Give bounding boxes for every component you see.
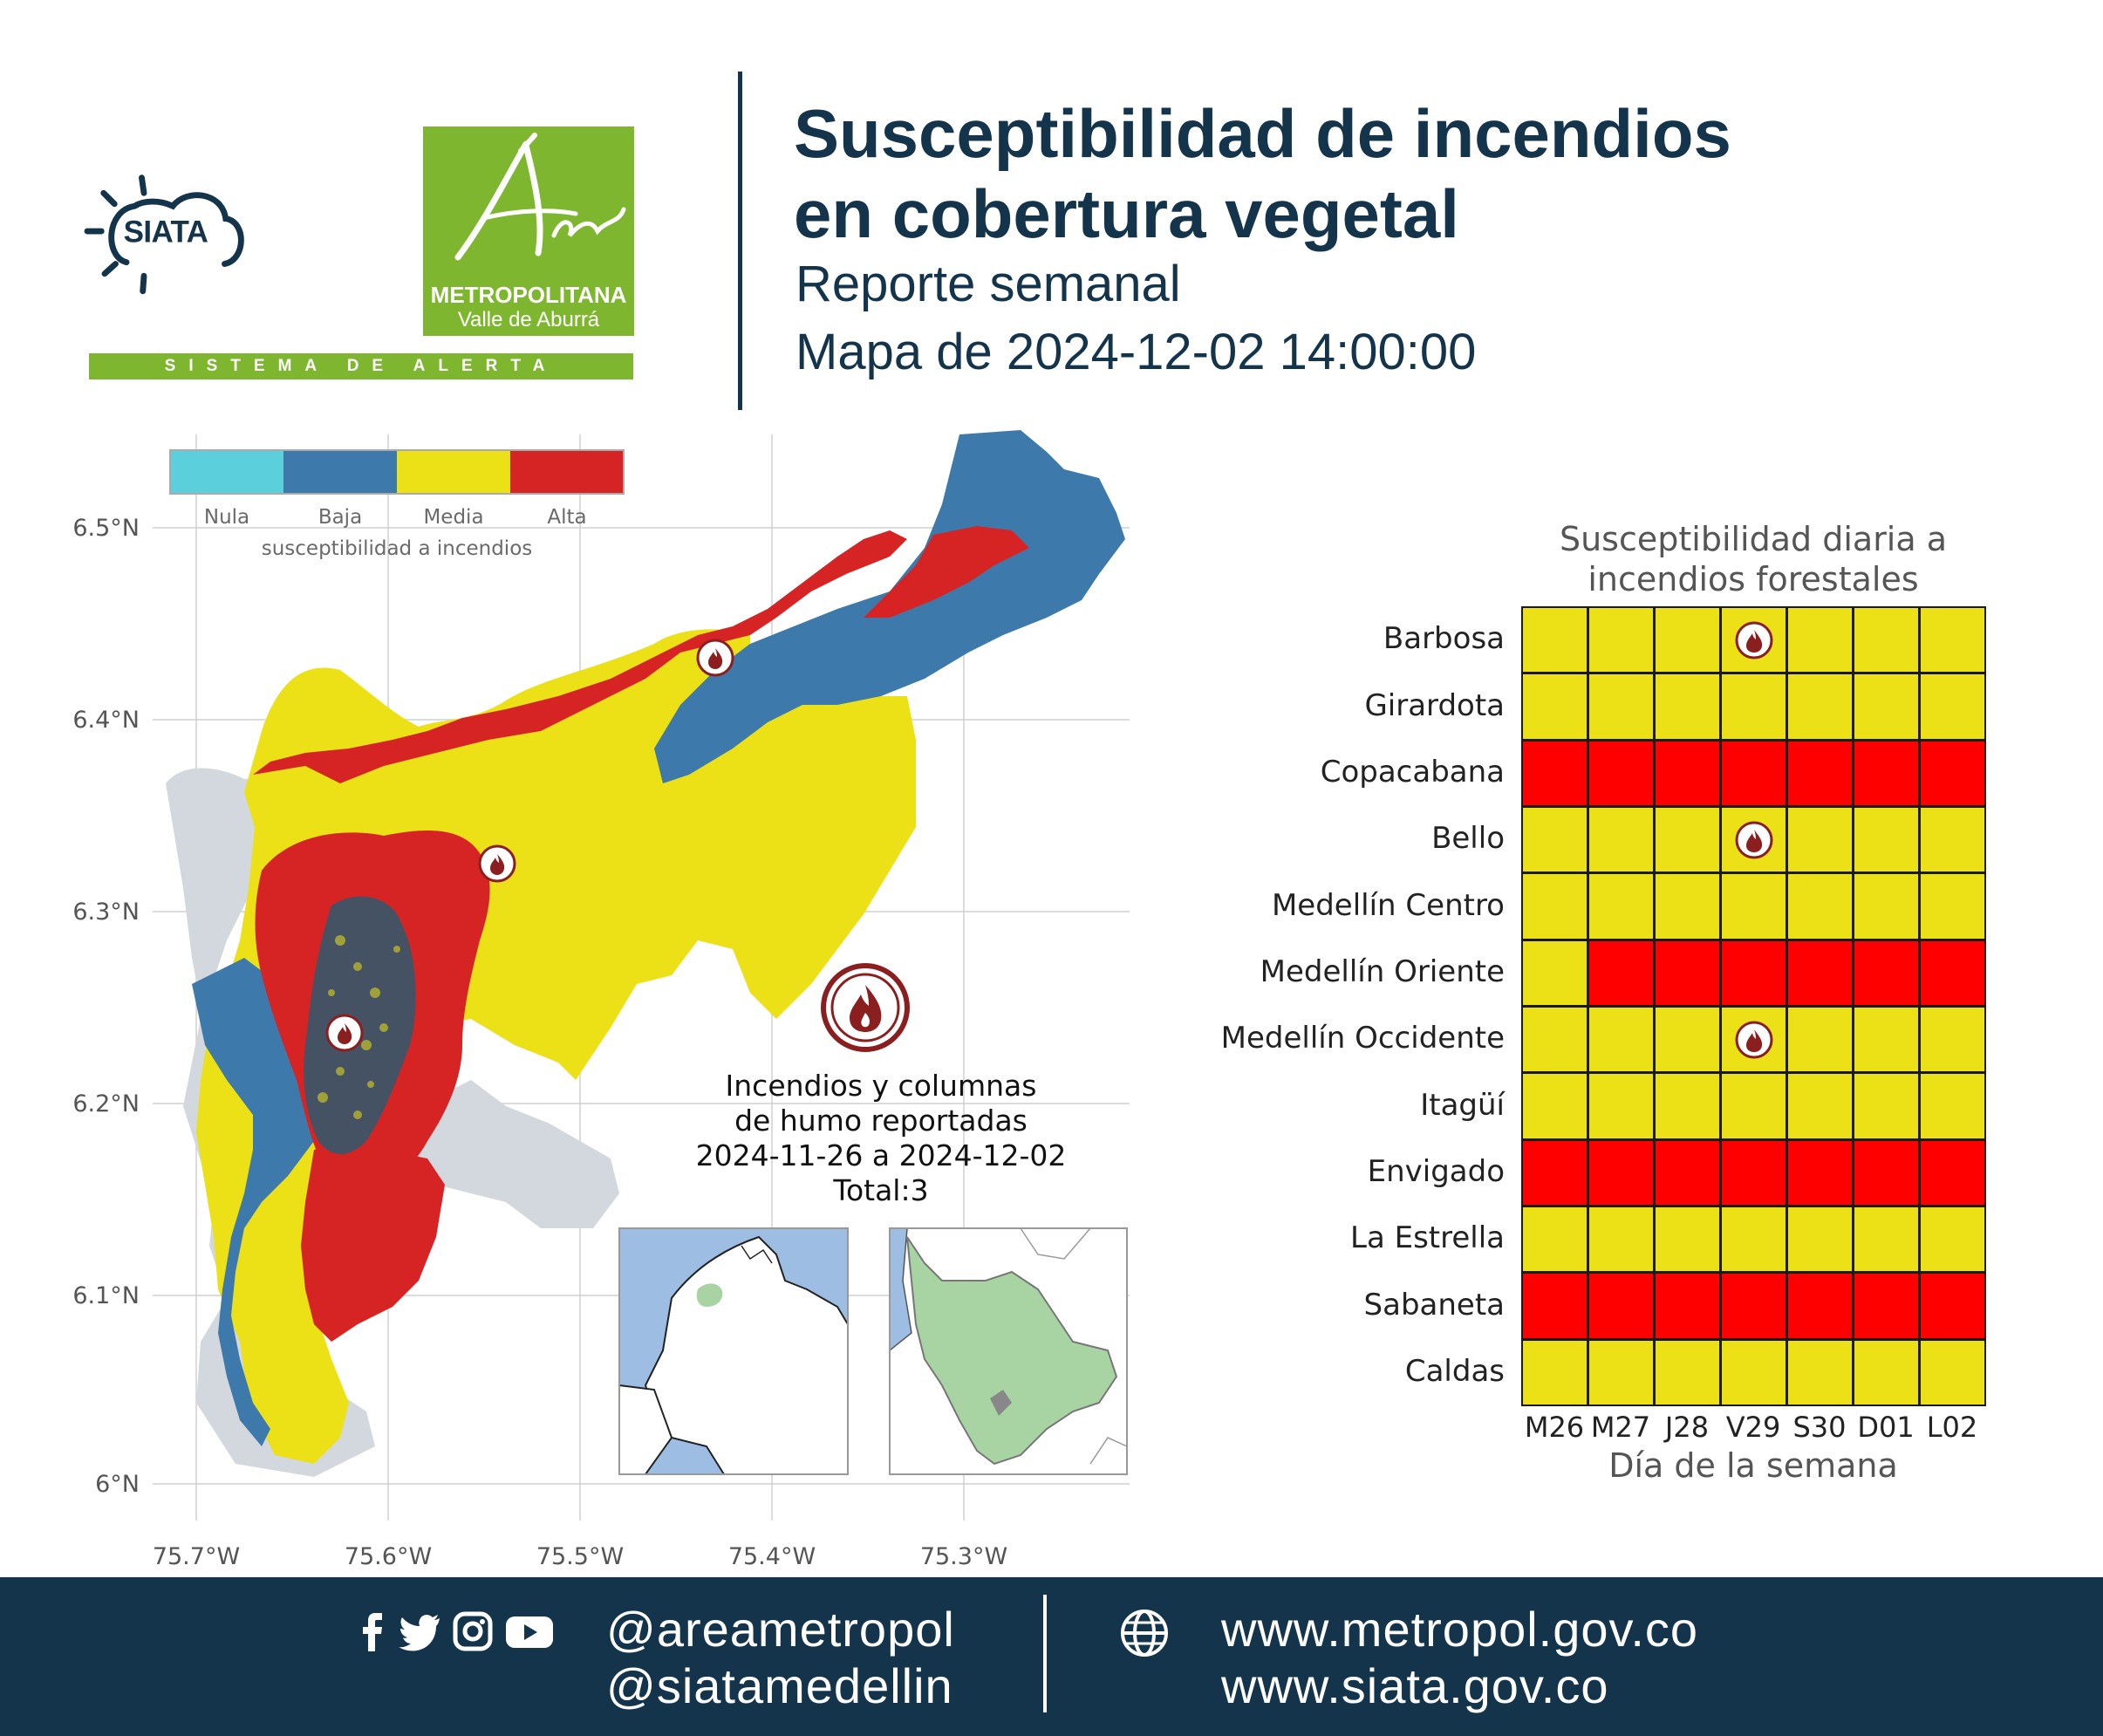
heatmap-cell bbox=[1919, 1139, 1986, 1206]
fires-summary-line1: Incendios y columnas bbox=[725, 1069, 1037, 1103]
fire-summary-icon bbox=[823, 966, 907, 1049]
heatmap-cell bbox=[1654, 1139, 1721, 1206]
heatmap-cell bbox=[1919, 872, 1986, 940]
heatmap-cell bbox=[1654, 806, 1721, 873]
heatmap-cell bbox=[1786, 1272, 1854, 1339]
heatmap-cell bbox=[1786, 872, 1854, 940]
heatmap-cell bbox=[1919, 1072, 1986, 1139]
heatmap-cell bbox=[1919, 673, 1986, 740]
heatmap-cell bbox=[1521, 1072, 1588, 1139]
heatmap-cell bbox=[1720, 673, 1787, 740]
fire-icon bbox=[698, 640, 733, 675]
facebook-icon[interactable] bbox=[363, 1613, 382, 1651]
footer-handle-siatamedellin[interactable]: @siatamedellin bbox=[606, 1658, 953, 1713]
heatmap-cell bbox=[1720, 1072, 1787, 1139]
legend-label-baja: Baja bbox=[317, 506, 363, 529]
heatmap-cell bbox=[1720, 872, 1787, 940]
y-axis bbox=[72, 515, 140, 1498]
heatmap-cell bbox=[1919, 940, 1986, 1007]
heatmap-cell bbox=[1654, 1006, 1721, 1073]
area-logo-valle: Valle de Aburrá bbox=[457, 308, 600, 331]
heatmap-title-line2: incendios forestales bbox=[1587, 560, 1919, 598]
x-tick-label: 75.5°W bbox=[536, 1543, 625, 1570]
heatmap-cell bbox=[1853, 1272, 1920, 1339]
heatmap-row-label: La Estrella bbox=[1350, 1220, 1505, 1256]
siata-logo-text: SIATA bbox=[123, 215, 208, 249]
heatmap-cell bbox=[1919, 606, 1986, 673]
legend-swatch-nula bbox=[170, 450, 283, 494]
x-axis bbox=[153, 1543, 1007, 1570]
y-tick-label: 6.4°N bbox=[72, 707, 140, 734]
heatmap-cell bbox=[1853, 806, 1920, 873]
heatmap-cell bbox=[1919, 1272, 1986, 1339]
heatmap-row-labels bbox=[1138, 606, 1505, 1405]
heatmap-cell bbox=[1720, 940, 1787, 1007]
legend-label-media: Media bbox=[423, 506, 484, 529]
heatmap-cell bbox=[1587, 940, 1655, 1007]
heatmap-cell bbox=[1587, 872, 1655, 940]
heatmap-column-label: M27 bbox=[1590, 1411, 1651, 1444]
heatmap-cell bbox=[1853, 1006, 1920, 1073]
footer-divider bbox=[1043, 1595, 1047, 1712]
heatmap-cell bbox=[1654, 673, 1721, 740]
fire-icon bbox=[1734, 1020, 1774, 1060]
heatmap-cell bbox=[1587, 673, 1655, 740]
heatmap-cell bbox=[1919, 1206, 1986, 1273]
heatmap-cell bbox=[1786, 1006, 1854, 1073]
heatmap-cell bbox=[1587, 1072, 1655, 1139]
fires-summary bbox=[663, 1069, 1099, 1208]
footer-handle-areametropol[interactable]: @areametropol bbox=[606, 1602, 955, 1657]
heatmap-cell bbox=[1786, 1206, 1854, 1273]
y-tick-label: 6.1°N bbox=[72, 1282, 140, 1309]
heatmap-cell bbox=[1587, 1272, 1655, 1339]
fire-icon bbox=[327, 1015, 362, 1050]
heatmap-row-label: Bello bbox=[1431, 821, 1505, 857]
y-tick-label: 6°N bbox=[95, 1471, 140, 1498]
heatmap-cell bbox=[1919, 806, 1986, 873]
legend-swatch-media bbox=[397, 450, 510, 494]
heatmap-cell bbox=[1587, 1006, 1655, 1073]
heatmap-cell bbox=[1786, 1339, 1854, 1406]
heatmap-cell bbox=[1521, 673, 1588, 740]
heatmap-column-label: L02 bbox=[1926, 1411, 1978, 1444]
heatmap-column-label: S30 bbox=[1792, 1411, 1847, 1444]
legend-swatch-alta bbox=[510, 450, 624, 494]
page-subtitle: Reporte semanal bbox=[795, 256, 1181, 312]
legend-label-nula: Nula bbox=[203, 506, 250, 529]
area-logo-metropolitana: METROPOLITANA bbox=[430, 282, 627, 308]
heatmap-title bbox=[1474, 519, 2032, 599]
youtube-icon[interactable] bbox=[506, 1616, 553, 1648]
heatmap-cell bbox=[1786, 673, 1854, 740]
x-tick-label: 75.6°W bbox=[344, 1543, 433, 1570]
heatmap-cell bbox=[1919, 740, 1986, 807]
heatmap-cell bbox=[1521, 940, 1588, 1007]
heatmap-cell bbox=[1786, 940, 1854, 1007]
heatmap-cell bbox=[1853, 872, 1920, 940]
x-tick-label: 75.3°W bbox=[919, 1543, 1008, 1570]
heatmap-row-label: Caldas bbox=[1404, 1353, 1505, 1389]
heatmap-cell bbox=[1654, 872, 1721, 940]
heatmap-cell bbox=[1720, 1206, 1787, 1273]
globe-icon bbox=[1119, 1608, 1170, 1658]
header-divider bbox=[738, 72, 742, 410]
heatmap-cell bbox=[1654, 740, 1721, 807]
heatmap-cell bbox=[1521, 1272, 1588, 1339]
y-tick-label: 6.2°N bbox=[72, 1090, 140, 1117]
heatmap-cell bbox=[1521, 1339, 1588, 1406]
legend-title: susceptibilidad a incendios bbox=[261, 537, 533, 560]
heatmap-cell bbox=[1853, 1072, 1920, 1139]
heatmap-cell bbox=[1587, 1339, 1655, 1406]
heatmap-cell bbox=[1720, 1006, 1787, 1073]
heatmap-cell bbox=[1786, 1139, 1854, 1206]
heatmap-cell bbox=[1786, 606, 1854, 673]
heatmap-row-label: Envigado bbox=[1367, 1153, 1505, 1189]
footer-bar bbox=[0, 1577, 2103, 1736]
heatmap-cell bbox=[1521, 806, 1588, 873]
heatmap-row-label: Barbosa bbox=[1383, 621, 1505, 657]
x-tick-label: 75.4°W bbox=[727, 1543, 816, 1570]
social-icons bbox=[356, 1608, 561, 1653]
heatmap-cell bbox=[1720, 1339, 1787, 1406]
page-title-line1: Susceptibilidad de incendios bbox=[794, 95, 1731, 172]
heatmap-column-label: D01 bbox=[1857, 1411, 1915, 1444]
fire-icon bbox=[1734, 820, 1774, 860]
fires-summary-line2: de humo reportadas bbox=[734, 1104, 1028, 1138]
y-tick-label: 6.3°N bbox=[72, 899, 140, 926]
siata-logo bbox=[83, 118, 432, 379]
heatmap-row-label: Girardota bbox=[1364, 687, 1505, 723]
map-date: Mapa de 2024-12-02 14:00:00 bbox=[795, 324, 1477, 380]
heatmap-cell bbox=[1587, 1139, 1655, 1206]
heatmap-cell bbox=[1919, 1006, 1986, 1073]
heatmap-cell bbox=[1521, 872, 1588, 940]
heatmap-row-label: Sabaneta bbox=[1363, 1287, 1505, 1323]
heatmap-x-axis-label: Día de la semana bbox=[1608, 1446, 1898, 1485]
twitter-icon[interactable] bbox=[399, 1615, 440, 1651]
heatmap-cell bbox=[1654, 1272, 1721, 1339]
footer-link-metropol[interactable]: www.metropol.gov.co bbox=[1221, 1602, 1699, 1657]
heatmap-cell bbox=[1720, 1139, 1787, 1206]
heatmap-cell bbox=[1853, 673, 1920, 740]
heatmap-column-label: M26 bbox=[1524, 1411, 1585, 1444]
heatmap-column-label: J28 bbox=[1664, 1411, 1710, 1444]
heatmap-cell bbox=[1720, 806, 1787, 873]
heatmap-cell bbox=[1587, 806, 1655, 873]
heatmap-cell bbox=[1786, 740, 1854, 807]
heatmap-cell bbox=[1853, 606, 1920, 673]
heatmap-cell bbox=[1919, 1339, 1986, 1406]
heatmap-cell bbox=[1521, 740, 1588, 807]
heatmap-cell bbox=[1654, 606, 1721, 673]
heatmap-cell bbox=[1587, 1206, 1655, 1273]
heatmap-column-label: V29 bbox=[1725, 1411, 1781, 1444]
map-legend bbox=[170, 450, 624, 560]
heatmap-cell bbox=[1720, 606, 1787, 673]
heatmap-cell bbox=[1720, 740, 1787, 807]
alta-region-south bbox=[301, 1141, 445, 1342]
heatmap-cell bbox=[1587, 606, 1655, 673]
heatmap-row-label: Itagüí bbox=[1420, 1087, 1505, 1123]
heatmap-cell bbox=[1654, 1206, 1721, 1273]
heatmap-cell bbox=[1720, 1272, 1787, 1339]
heatmap-title-line1: Susceptibilidad diaria a bbox=[1559, 520, 1948, 558]
inset-map-colombia bbox=[619, 1228, 848, 1474]
fires-summary-daterange: 2024-11-26 a 2024-12-02 bbox=[695, 1138, 1067, 1172]
footer-link-siata[interactable]: www.siata.gov.co bbox=[1221, 1658, 1609, 1713]
susceptibility-map bbox=[52, 417, 1147, 1577]
heatmap-row-label: Medellín Centro bbox=[1271, 887, 1505, 923]
heatmap-cell bbox=[1853, 1339, 1920, 1406]
heatmap-grid bbox=[1521, 606, 1985, 1405]
heatmap-cell bbox=[1786, 806, 1854, 873]
area-logo-script bbox=[423, 126, 634, 270]
heatmap-cell bbox=[1654, 1339, 1721, 1406]
y-tick-label: 6.5°N bbox=[72, 515, 140, 542]
heatmap-cell bbox=[1521, 1206, 1588, 1273]
heatmap-cell bbox=[1521, 606, 1588, 673]
heatmap-row-label: Medellín Occidente bbox=[1220, 1021, 1505, 1056]
fires-summary-total: Total:3 bbox=[833, 1173, 929, 1207]
heatmap-cell bbox=[1654, 1072, 1721, 1139]
area-metropolitana-logo bbox=[423, 126, 634, 336]
heatmap-cell bbox=[1853, 940, 1920, 1007]
x-tick-label: 75.7°W bbox=[152, 1543, 241, 1570]
heatmap-column-labels bbox=[1521, 1411, 1985, 1446]
page-title-line2: en cobertura vegetal bbox=[794, 175, 1459, 252]
heatmap-cell bbox=[1587, 740, 1655, 807]
heatmap-cell bbox=[1853, 1206, 1920, 1273]
heatmap-cell bbox=[1853, 1139, 1920, 1206]
alert-system-banner: SISTEMA DE ALERTA TEMPRANA bbox=[89, 353, 633, 379]
legend-swatch-baja bbox=[283, 450, 397, 494]
instagram-icon[interactable] bbox=[455, 1614, 490, 1649]
inset-map-antioquia bbox=[890, 1228, 1127, 1474]
heatmap-cell bbox=[1521, 1006, 1588, 1073]
heatmap-cell bbox=[1786, 1072, 1854, 1139]
heatmap-row-label: Copacabana bbox=[1320, 754, 1505, 789]
heatmap-cell bbox=[1654, 940, 1721, 1007]
heatmap-cell bbox=[1521, 1139, 1588, 1206]
legend-label-alta: Alta bbox=[547, 506, 587, 529]
fire-icon bbox=[480, 846, 515, 881]
heatmap-cell bbox=[1853, 740, 1920, 807]
heatmap-row-label: Medellín Oriente bbox=[1260, 953, 1505, 989]
fire-icon bbox=[1734, 620, 1774, 660]
